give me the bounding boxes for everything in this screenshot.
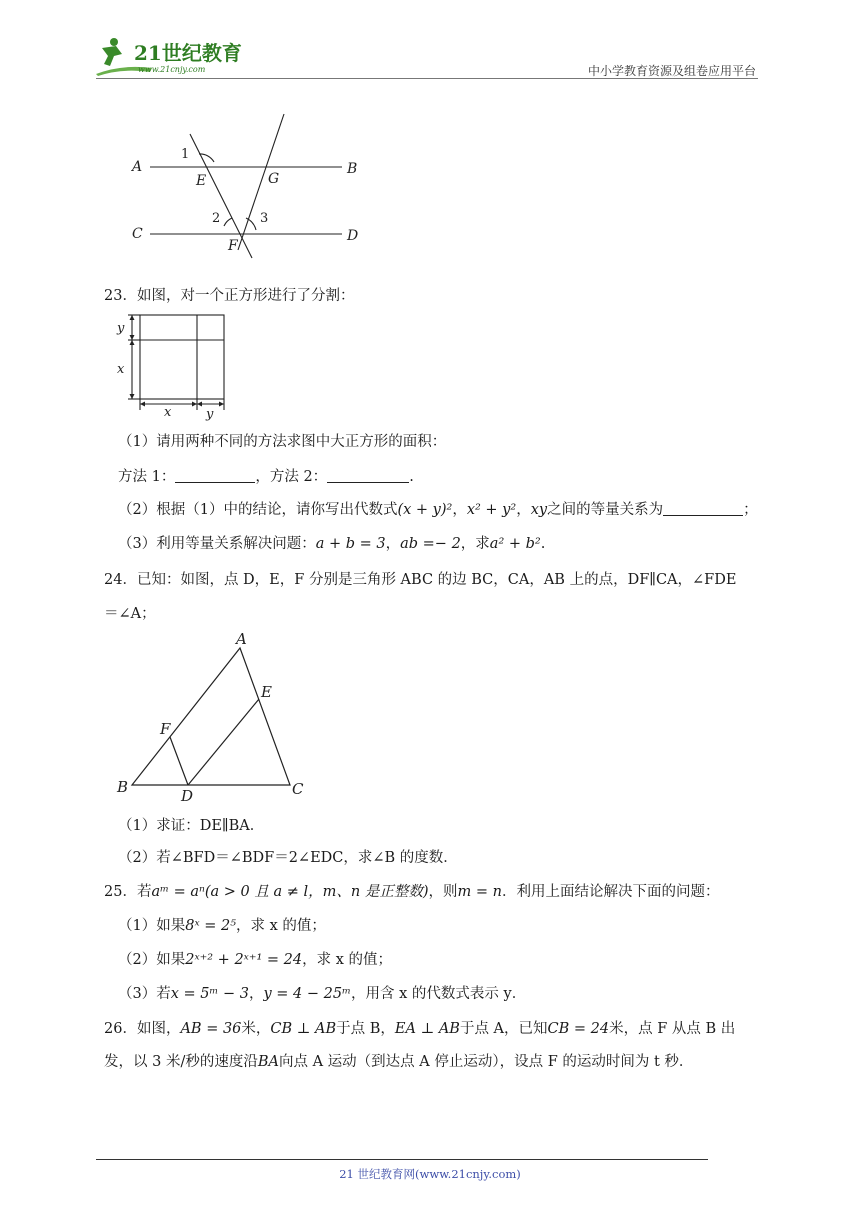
label-x-bottom: x — [164, 405, 172, 420]
method2-blank[interactable] — [327, 468, 409, 483]
q25-p2-post: ，求 x 的值； — [302, 952, 393, 968]
expr-m-eq-n: m = n — [457, 884, 502, 900]
expr-x-eq: x = 5ᵐ − 3 — [170, 986, 249, 1002]
q26-text-e: 米，点 F 从点 B 出 — [609, 1021, 736, 1037]
triangle-figure — [112, 628, 322, 804]
q23-p3-comma: ， — [385, 536, 401, 552]
q26-text-b: 米， — [241, 1021, 271, 1037]
logo-text: 21世纪教育 — [134, 41, 242, 65]
expr-ab-36: AB = 36 — [180, 1021, 242, 1037]
method1-blank[interactable] — [175, 468, 255, 483]
q23-p2-blank[interactable] — [663, 501, 743, 516]
expr-ab: ab =− 2 — [400, 536, 461, 552]
q26-line1 — [104, 1019, 735, 1039]
method1-label: 方法 1： — [118, 469, 176, 485]
q23-p2-comma1: ， — [452, 502, 467, 518]
q25-p3-post: ，用含 x 的代数式表示 y． — [351, 986, 527, 1002]
q25-part2 — [118, 950, 392, 970]
q23-p3-mid: ，求 — [460, 536, 490, 552]
expr-ba: BA — [257, 1054, 279, 1070]
q26-line2 — [104, 1052, 693, 1072]
expr-cb-24: CB = 24 — [547, 1021, 610, 1037]
q23-p2-post: 之间的等量关系为 — [547, 502, 664, 518]
expr-8x-eq-25: 8ˣ = 2⁵ — [185, 918, 237, 934]
logo-subtext: www.21cnjy.com — [138, 65, 206, 74]
label-y-bottom: y — [206, 407, 214, 422]
expr-am-eq-an: aᵐ = aⁿ — [151, 884, 205, 900]
q25-part3 — [118, 984, 526, 1004]
q25-stem-post: ．利用上面结论解决下面的问题： — [501, 884, 720, 900]
q26-text-g: 向点 A 运动（到达点 A 停止运动），设点 F 的运动时间为 t 秒． — [278, 1054, 694, 1070]
label-A: A — [236, 630, 247, 648]
label-x-left: x — [117, 362, 125, 377]
label-C: C — [292, 780, 304, 798]
q23-p2-comma2: ， — [516, 502, 531, 518]
label-y-left: y — [117, 321, 125, 336]
q23-p2-text: （2）根据（1）中的结论，请你写出代数式 — [118, 502, 398, 518]
expr-y-eq: y = 4 − 25ᵐ — [263, 986, 351, 1002]
q23-stem: 23．如图，对一个正方形进行了分割： — [104, 288, 355, 304]
expr-a2-plus-b2: a² + b² — [489, 536, 541, 552]
expr-x-plus-y-squared: (x + y)² — [397, 502, 453, 518]
q26-text-c: 于点 B， — [336, 1021, 395, 1037]
q24-stem-line2: ＝∠A； — [104, 606, 156, 622]
q25-stem-mid: ，则 — [428, 884, 458, 900]
header-divider — [96, 78, 758, 79]
q24-part2: （2）若∠BFD＝∠BDF＝2∠EDC，求∠B 的度数． — [118, 850, 458, 866]
q25-p2-pre: （2）如果 — [118, 952, 186, 968]
q23-part2 — [118, 500, 758, 520]
q23-part1: （1）请用两种不同的方法求图中大正方形的面积： — [118, 434, 447, 450]
q23-part3 — [118, 534, 545, 554]
angle-label-3: 3 — [260, 211, 269, 226]
q26-text-f: 发，以 3 米/秒的速度沿 — [104, 1054, 258, 1070]
label-B: B — [347, 161, 358, 177]
footer-link[interactable]: 21 世纪教育网(www.21cnjy.com) — [339, 1167, 521, 1181]
label-A: A — [132, 159, 143, 175]
label-F: F — [228, 238, 238, 254]
expr-x2-plus-y2: x² + y² — [466, 502, 517, 518]
logo — [92, 34, 262, 78]
q23-methods — [118, 467, 414, 487]
q26-text-d: 于点 A，已知 — [459, 1021, 548, 1037]
q25-stem — [104, 882, 719, 902]
q24-stem-line1: 24．已知：如图，点 D，E，F 分别是三角形 ABC 的边 BC，CA，AB 上的点，DF∥CA，∠FDE — [104, 572, 737, 588]
label-G: G — [268, 171, 280, 187]
expr-a-plus-b: a + b = 3 — [315, 536, 386, 552]
q24-part1: （1）求证：DE∥BA． — [118, 818, 265, 834]
label-B: B — [117, 778, 129, 796]
label-E: E — [196, 173, 207, 189]
q23-p3-end: . — [540, 536, 546, 552]
q23-p2-end: ； — [743, 502, 758, 518]
label-D: D — [181, 787, 194, 804]
divided-square-figure — [112, 310, 232, 422]
q23-p3-text: （3）利用等量关系解决问题： — [118, 536, 316, 552]
footer-divider — [96, 1159, 708, 1160]
q25-part1 — [118, 916, 326, 936]
q25-condition: (a > 0 且 a ≠ l，m、n 是正整数) — [204, 884, 429, 900]
q25-stem-pre: 25．若 — [104, 884, 152, 900]
expr-ea-perp-ab: EA ⊥ AB — [394, 1021, 460, 1037]
label-D: D — [347, 228, 359, 244]
q25-p1-post: ，求 x 的值； — [236, 918, 326, 934]
expr-2-powers: 2ˣ⁺² + 2ˣ⁺¹ = 24 — [185, 952, 303, 968]
label-C: C — [132, 226, 143, 242]
q26-text-a: 26．如图， — [104, 1021, 181, 1037]
method2-label: ，方法 2： — [255, 469, 328, 485]
angle-label-1: 1 — [181, 147, 190, 162]
angle-label-2: 2 — [212, 211, 221, 226]
expr-cb-perp-ab: CB ⊥ AB — [270, 1021, 337, 1037]
header-platform-name: 中小学教育资源及组卷应用平台 — [587, 64, 756, 78]
q25-p1-pre: （1）如果 — [118, 918, 186, 934]
parallel-lines-figure — [120, 108, 380, 268]
q25-p3-pre: （3）若 — [118, 986, 171, 1002]
label-F: F — [160, 720, 171, 738]
method-end: . — [409, 469, 414, 485]
q25-p3-comma: ， — [249, 986, 264, 1002]
expr-xy: xy — [530, 502, 548, 518]
label-E: E — [261, 683, 272, 701]
